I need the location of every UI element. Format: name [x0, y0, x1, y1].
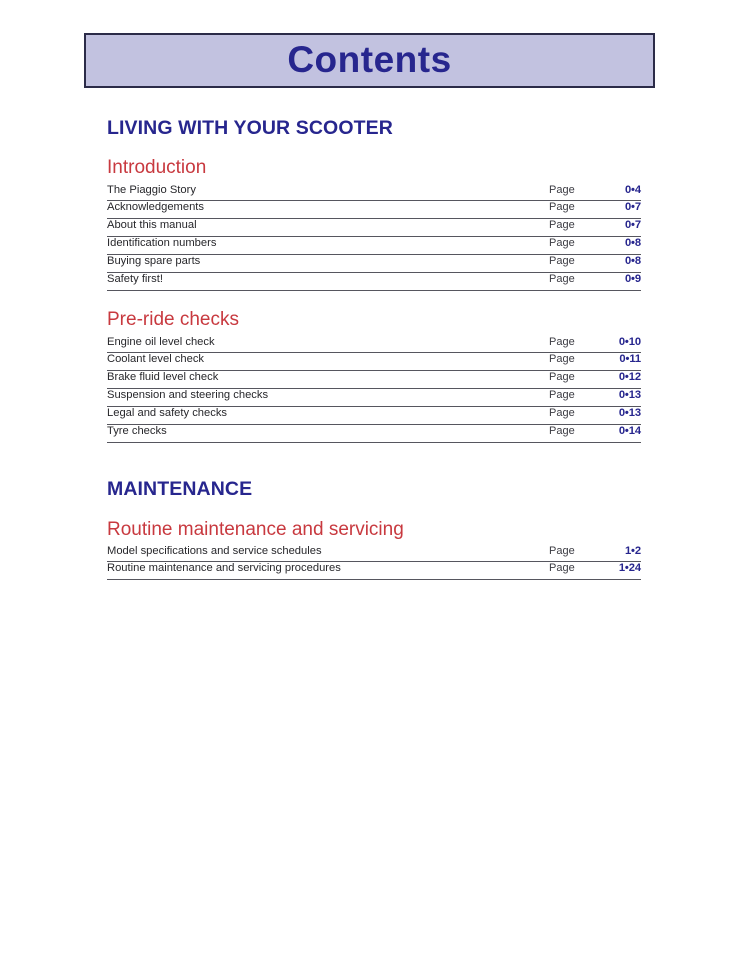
toc-entry-page-number: 0•9: [624, 273, 641, 286]
toc-entry-page-label: Page: [549, 184, 575, 197]
toc-entry-page-number: 0•7: [624, 219, 641, 232]
toc-entry-title: Acknowledgements: [107, 201, 205, 214]
contents-title-banner: [84, 33, 655, 88]
toc-entry[interactable]: [107, 273, 641, 291]
toc-list-pre-ride-checks: [107, 336, 641, 443]
section-heading-routine-maintenance-and-servicing: Routine maintenance and servicing: [107, 518, 404, 540]
toc-entry[interactable]: [107, 255, 641, 273]
table-of-contents: [107, 118, 641, 580]
toc-list-introduction: [107, 184, 641, 291]
toc-entry[interactable]: [107, 237, 641, 255]
toc-entry-page-number: 0•10: [618, 336, 641, 349]
toc-entry-title: Engine oil level check: [107, 336, 215, 349]
toc-entry-page-label: Page: [549, 336, 575, 349]
toc-entry-page-number: 0•4: [624, 184, 641, 197]
section-heading-pre-ride-checks: Pre-ride checks: [107, 309, 239, 331]
toc-entry-page-number: 0•13: [618, 389, 641, 402]
toc-entry-page-label: Page: [549, 371, 575, 384]
toc-entry-title: Suspension and steering checks: [107, 389, 269, 402]
toc-entry-page-label: Page: [549, 545, 575, 558]
toc-entry-page-number: 0•12: [618, 371, 641, 384]
toc-entry-title: About this manual: [107, 219, 197, 232]
toc-entry[interactable]: [107, 389, 641, 407]
toc-entry[interactable]: [107, 371, 641, 389]
section-spacer: [107, 443, 641, 455]
toc-entry-title: Model specifications and service schedules: [107, 545, 322, 558]
toc-entry-page-label: Page: [549, 562, 575, 575]
toc-entry[interactable]: [107, 353, 641, 371]
toc-entry-page-label: Page: [549, 389, 575, 402]
toc-entry-page-label: Page: [549, 237, 575, 250]
toc-entry-page-number: 0•8: [624, 237, 641, 250]
toc-entry-title: Tyre checks: [107, 425, 167, 438]
toc-entry[interactable]: [107, 219, 641, 237]
toc-entry-page-number: 1•2: [624, 545, 641, 558]
toc-entry-title: Brake fluid level check: [107, 371, 219, 384]
toc-entry-title: Safety first!: [107, 273, 163, 286]
toc-entry-page-label: Page: [549, 425, 575, 438]
toc-entry-page-number: 0•14: [618, 425, 641, 438]
toc-entry-page-label: Page: [549, 353, 575, 366]
toc-entry-title: Routine maintenance and servicing procedures: [107, 562, 341, 575]
toc-list-routine-maintenance: [107, 545, 641, 580]
toc-entry[interactable]: [107, 545, 641, 562]
toc-entry-page-label: Page: [549, 273, 575, 286]
toc-entry-page-number: 0•8: [624, 255, 641, 268]
toc-entry[interactable]: [107, 336, 641, 353]
toc-entry-title: Coolant level check: [107, 353, 205, 366]
toc-entry[interactable]: [107, 425, 641, 443]
toc-entry-page-label: Page: [549, 219, 575, 232]
toc-entry[interactable]: [107, 562, 641, 580]
toc-entry-title: The Piaggio Story: [107, 184, 196, 197]
toc-entry-page-number: 1•24: [618, 562, 641, 575]
toc-entry-page-label: Page: [549, 407, 575, 420]
part-heading-living-with-your-scooter: LIVING WITH YOUR SCOOTER: [107, 117, 393, 139]
toc-entry-page-number: 0•13: [618, 407, 641, 420]
part-heading-maintenance: MAINTENANCE: [107, 478, 253, 501]
toc-entry-page-label: Page: [549, 255, 575, 268]
toc-entry-page-label: Page: [549, 201, 575, 214]
toc-entry-title: Legal and safety checks: [107, 407, 228, 420]
toc-entry-title: Identification numbers: [107, 237, 217, 250]
section-heading-introduction: Introduction: [107, 157, 207, 179]
toc-entry[interactable]: [107, 407, 641, 425]
toc-entry-page-number: 0•11: [619, 353, 641, 366]
toc-entry[interactable]: [107, 201, 641, 219]
toc-entry[interactable]: [107, 184, 641, 201]
toc-entry-page-number: 0•7: [624, 201, 641, 214]
page-title: Contents: [287, 39, 452, 80]
toc-entry-title: Buying spare parts: [107, 255, 201, 268]
